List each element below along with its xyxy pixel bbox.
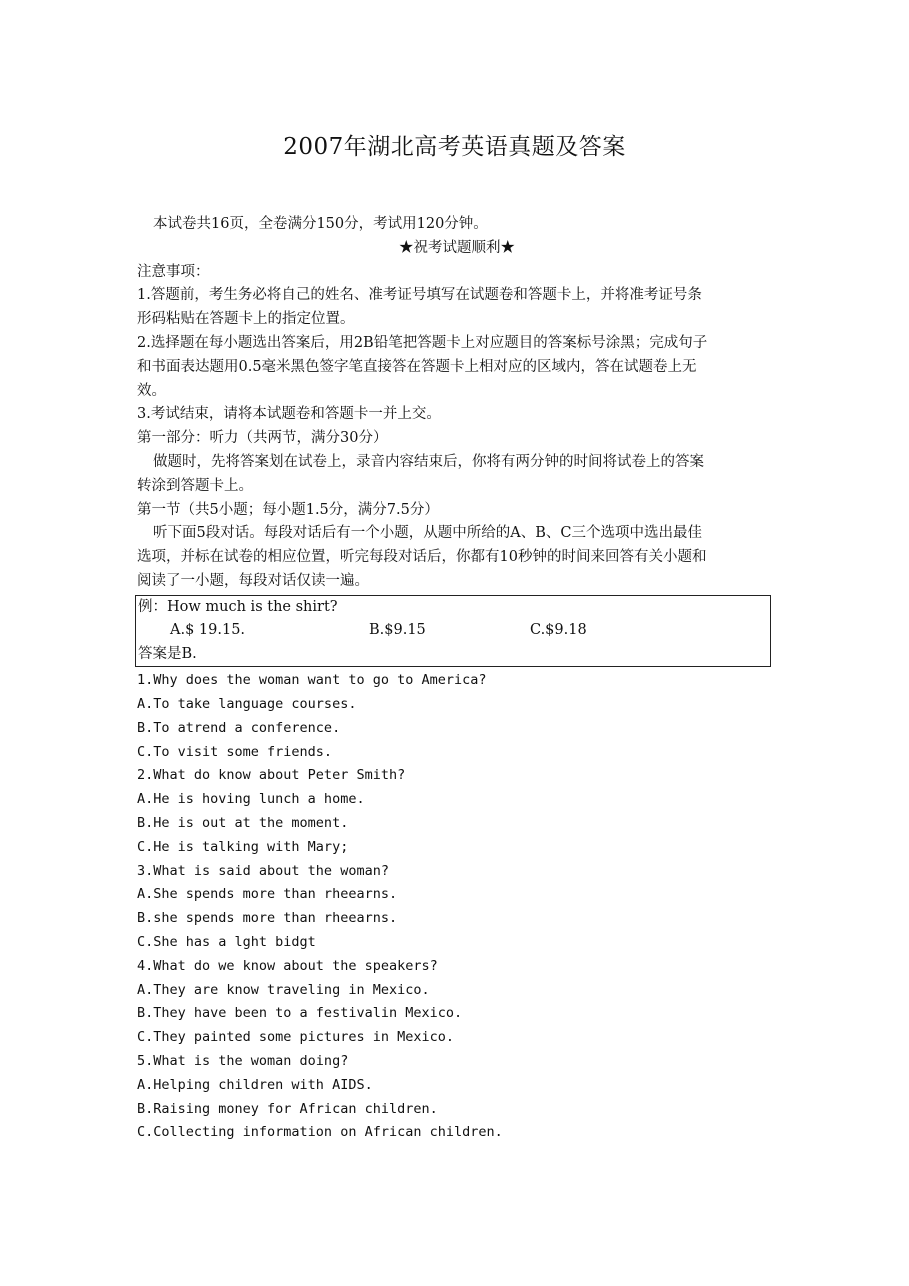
question-list: [137, 669, 777, 1145]
notes-heading: 注意事项：: [137, 263, 210, 280]
exam-summary: 本试卷共16页，全卷满分150分，考试用120分钟。: [153, 216, 488, 232]
answer-option: A.To take language courses.: [137, 696, 357, 713]
document-body: [137, 213, 777, 1145]
question-text: 5.What is the woman doing?: [137, 1053, 349, 1069]
answer-option: C.They painted some pictures in Mexico.: [137, 1029, 454, 1046]
answer-option: B.Raising money for African children.: [137, 1100, 438, 1117]
note-line: 和书面表达题用0.5毫米黑色签字笔直接答在答题卡上相对应的区域内，答在试题卷上无: [137, 358, 697, 375]
question-item: [137, 764, 777, 859]
answer-option: C.Collecting information on African children.: [137, 1124, 503, 1141]
example-question: 例：How much is the shirt?: [138, 598, 338, 615]
question-text: 4.What do we know about the speakers?: [137, 957, 438, 974]
answer-option: C.To visit some friends.: [137, 743, 333, 760]
part1-instruction: 转涂到答题卡上。: [137, 477, 253, 494]
answer-option: A.Helping children with AIDS.: [137, 1076, 373, 1093]
example-options: [138, 619, 770, 643]
question-text: 3.What is said about the woman?: [137, 862, 389, 879]
exam-wish: ★祝考试题顺利★: [399, 239, 515, 256]
question-item: [137, 669, 777, 764]
example-option: C.$9.18: [530, 622, 587, 639]
section1-instruction: 阅读了一小题，每段对话仅读一遍。: [137, 572, 369, 589]
answer-option: C.She has a lght bidgt: [137, 934, 316, 951]
note-line: 3.考试结束，请将本试题卷和答题卡一并上交。: [137, 406, 441, 423]
question-item: [137, 1050, 777, 1145]
note-line: 2.选择题在每小题选出答案后，用2B铅笔把答题卡上对应题目的答案标号涂黑；完成句子: [137, 334, 708, 351]
section1-heading: 第一节（共5小题；每小题1.5分，满分7.5分）: [137, 501, 439, 518]
answer-option: A.She spends more than rheearns.: [137, 886, 398, 903]
question-item: [137, 955, 777, 1050]
example-option: B.$9.15: [369, 622, 426, 639]
answer-option: C.He is talking with Mary;: [137, 838, 349, 855]
answer-option: A.He is hoving lunch a home.: [137, 791, 365, 808]
question-text: 1.Why does the woman want to go to America?: [137, 672, 487, 689]
part1-heading: 第一部分：听力（共两节，满分30分）: [137, 430, 388, 447]
answer-option: B.To atrend a conference.: [137, 719, 341, 736]
example-option: A.$ 19.15.: [170, 622, 246, 639]
answer-option: B.she spends more than rheearns.: [137, 910, 398, 927]
section1-instruction: 听下面5段对话。每段对话后有一个小题，从题中所给的A、B、C三个选项中选出最佳: [153, 525, 702, 542]
note-line: 1.答题前，考生务必将自己的姓名、准考证号填写在试题卷和答题卡上，并将准考证号条: [137, 287, 702, 304]
answer-option: B.He is out at the moment.: [137, 815, 349, 832]
question-item: [137, 860, 777, 955]
answer-option: A.They are know traveling in Mexico.: [137, 981, 430, 998]
section1-instruction: 选项，并标在试卷的相应位置，听完每段对话后，你都有10秒钟的时间来回答有关小题和: [137, 549, 707, 566]
note-line: 形码粘贴在答题卡上的指定位置。: [137, 311, 355, 328]
part1-instruction: 做题时，先将答案划在试卷上，录音内容结束后，你将有两分钟的时间将试卷上的答案: [153, 453, 704, 470]
note-line: 效。: [137, 382, 166, 399]
answer-option: B.They have been to a festivalin Mexico.: [137, 1005, 463, 1022]
question-text: 2.What do know about Peter Smith?: [137, 767, 406, 784]
example-answer: 答案是B.: [138, 645, 197, 662]
document-title: 2007年湖北高考英语真题及答案: [283, 134, 626, 160]
example-box: [135, 595, 771, 668]
